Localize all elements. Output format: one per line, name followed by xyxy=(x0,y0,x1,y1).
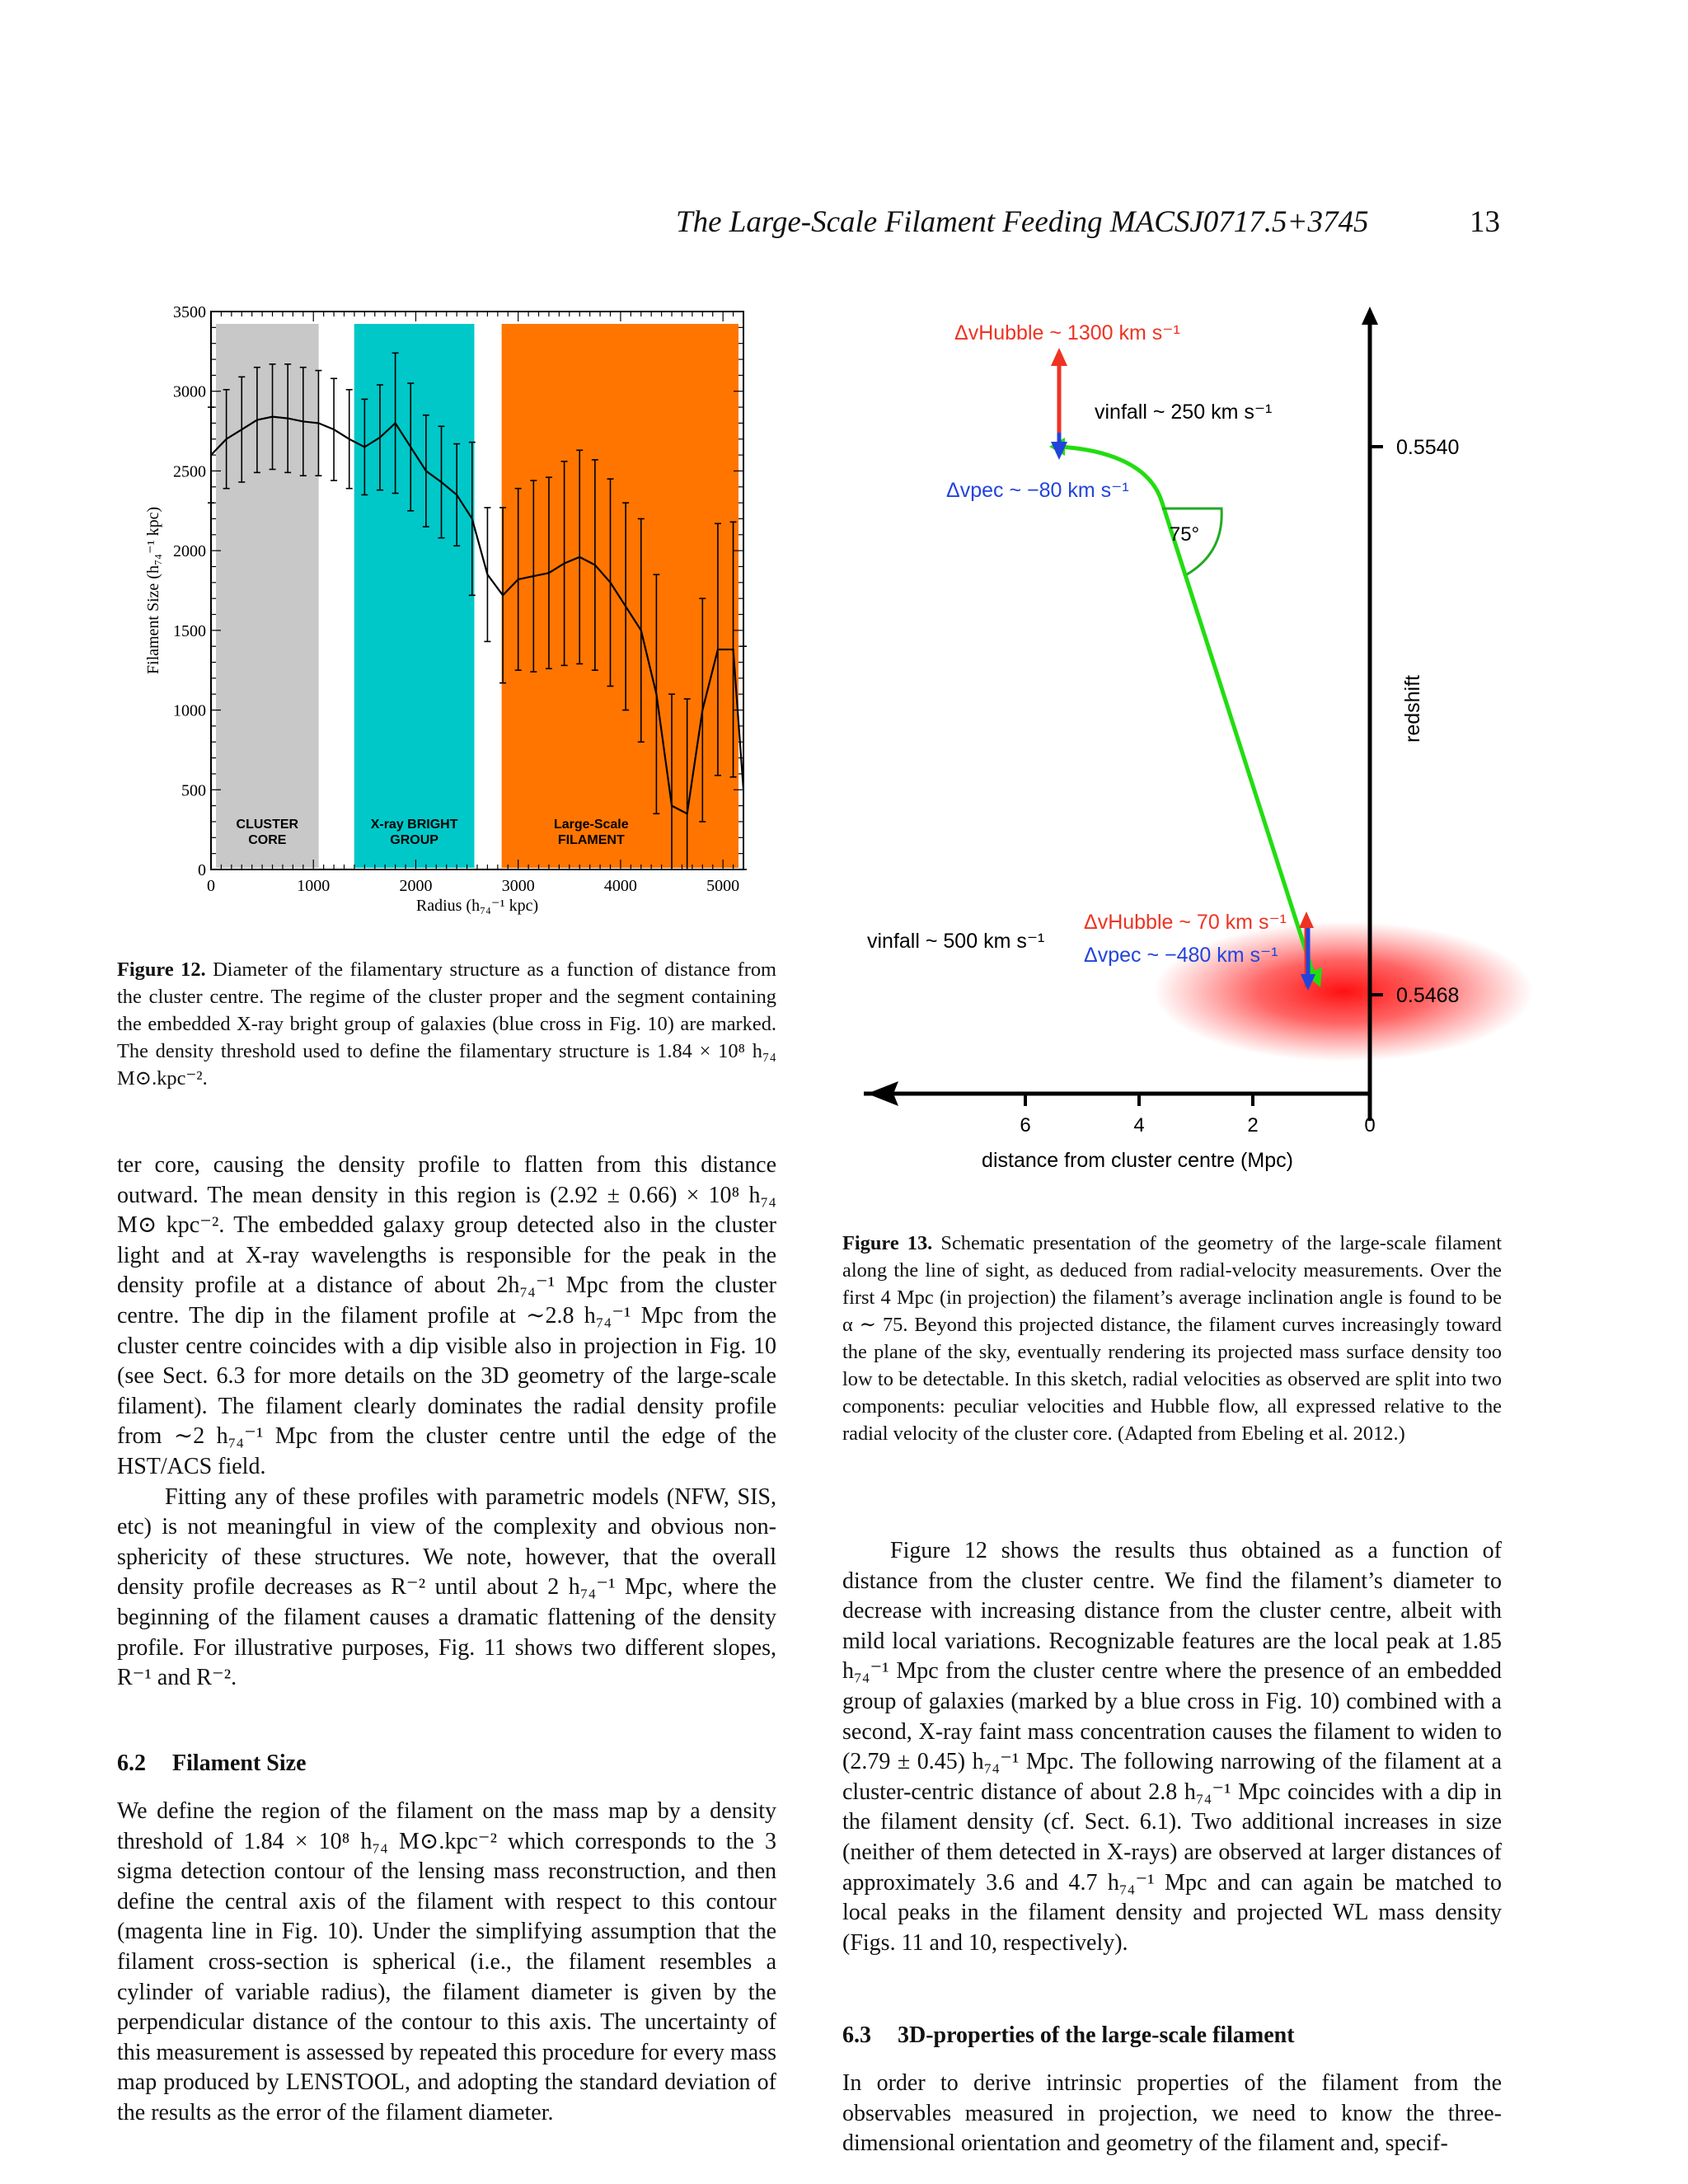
figure-12-chart xyxy=(132,301,758,935)
figure-13-caption xyxy=(842,1230,1502,1447)
bottom-hubble-label: ΔvHubble ~ 70 km s⁻¹ xyxy=(1084,911,1287,934)
top-hubble-label: ΔvHubble ~ 1300 km s⁻¹ xyxy=(954,321,1180,344)
x-tick-label-0: 0 xyxy=(207,877,215,895)
x-tick-label-3000: 3000 xyxy=(501,877,535,895)
x-tick-label-1000: 1000 xyxy=(297,877,331,895)
redshift-axis-arrowhead xyxy=(1362,307,1378,325)
x-tick-label-5000: 5000 xyxy=(706,877,740,895)
region-label-1-line1: X-ray BRIGHT xyxy=(370,818,458,832)
section-6-3-title: 3D-properties of the large-scale filament xyxy=(898,2022,1295,2048)
y-tick-label-2000: 2000 xyxy=(173,542,206,561)
right-paragraph-1: Figure 12 shows the results thus obtained as a function of distance from the cluster centre. We find the filament’s diameter to decrease with increasing distance from the cluster centre, albeit with mild local variations. Recognizable features are the local peak at 1.85 h₇₄⁻¹ Mpc from the cluster centre where the presence of an embedded group of galaxies (marked by a blue cross in Fig. 10) combined with a second, X-ray faint mass concentration causes the filament to widen to (2.79 ± 0.45) h₇₄⁻¹ Mpc. The following narrowing of the filament at a cluster-centric distance of about 2.8 h₇₄⁻¹ Mpc coincides with a dip in the filament density (cf. Sect. 6.1). Two additional increases in size (neither of them detected in X-rays) are observed at larger distances of approximately 3.6 and 4.7 h₇₄⁻¹ Mpc and can again be matched to local peaks in the filament density and projected WL mass density (Figs. 11 and 10, respectively). xyxy=(842,1538,1502,1956)
redshift-value-bottom: 0.5468 xyxy=(1396,984,1460,1007)
header-title: The Large-Scale Filament Feeding MACSJ0717.5+3745 xyxy=(676,205,1369,239)
y-tick-label-0: 0 xyxy=(198,861,206,879)
bottom-pec-label: Δvpec ~ −480 km s⁻¹ xyxy=(1084,944,1278,967)
y-axis-label: Filament Size (h₇₄⁻¹ kpc) xyxy=(144,506,162,675)
left-paragraph-3: We define the region of the filament on the mass map by a density threshold of 1.84 × 10⁸ h₇₄ M⊙.kpc⁻² which corresponds to the 3 sigma detection contour of the lensing mass reconstruction, and then define the central axis of the filament with respect to this contour (magenta line in Fig. 10). Under the simplifying assumption that the filament cross-section is spherical (i.e., the filament resembles a cylinder of variable radius), the filament diameter is given by the perpendicular distance of the contour to this axis. The uncertainty of this measurement is assessed by repeated this procedure for every mass map produced by LENSTOOL, and adopting the standard deviation of the results as the error of the filament diameter. xyxy=(117,1798,776,2125)
y-tick-label-3500: 3500 xyxy=(173,303,206,321)
y-tick-label-1500: 1500 xyxy=(173,621,206,640)
angle-label: 75° xyxy=(1169,523,1200,546)
running-header xyxy=(676,204,1500,240)
y-tick-label-2500: 2500 xyxy=(173,462,206,481)
right-column-lower xyxy=(842,2069,1502,2159)
left-paragraph-1: ter core, causing the density profile to flatten from this distance outward. The mean density in this region is (2.92 ± 0.66) × 10⁸ h₇₄ M⊙ kpc⁻². The embedded galaxy group detected also in the cluster light and at X-ray wavelengths is responsible for the peak in the density profile at a distance of about 2h₇₄⁻¹ Mpc from the cluster centre. The dip in the filament profile at ∼2.8 h₇₄⁻¹ Mpc from the cluster centre coincides with a dip visible also in projection in Fig. 10 (see Sect. 6.3 for more details on the 3D geometry of the large-scale filament). The filament clearly dominates the radial density profile from ∼2 h₇₄⁻¹ Mpc from the cluster centre until the edge of the HST/ACS field. xyxy=(117,1152,776,1479)
bottom-hubble-arrowhead xyxy=(1299,912,1314,928)
x-tick-label-2000: 2000 xyxy=(399,877,433,895)
section-6-2-title: Filament Size xyxy=(172,1750,307,1776)
cluster-glow xyxy=(1154,921,1533,1062)
y-tick-label-3000: 3000 xyxy=(173,382,206,401)
section-6-2-heading xyxy=(117,1750,307,1777)
top-infall-label: vinfall ~ 250 km s⁻¹ xyxy=(1095,401,1273,424)
figure-13-caption-text: Schematic presentation of the geometry of the large-scale filament along the line of sight, as deduced from radial-velocity measurements. Over the first 4 Mpc (in projection) the filament’s average inclination angle is found to be α ∼ 75. Beyond this projected distance, the filament curves increasingly toward the plane of the sky, eventually rendering its projected mass surface density too low to be detectable. In this sketch, radial velocities as observed are split into two components: peculiar velocities and Hubble flow, all expressed relative to the radial velocity of the cluster core. (Adapted from Ebeling et al. 2012.) xyxy=(842,1232,1502,1445)
top-pec-label: Δvpec ~ −80 km s⁻¹ xyxy=(946,479,1129,502)
x-tick-label-6: 6 xyxy=(1020,1114,1031,1137)
figure-13-diagram xyxy=(832,297,1688,1187)
x-tick-label-4000: 4000 xyxy=(603,877,637,895)
x-tick-label-0: 0 xyxy=(1364,1114,1376,1137)
region-label-2-line2: FILAMENT xyxy=(557,833,625,847)
figure-12-caption xyxy=(117,956,776,1092)
top-hubble-arrowhead xyxy=(1051,348,1067,366)
bottom-infall-label: vinfall ~ 500 km s⁻¹ xyxy=(867,930,1045,953)
region-label-0-line1: CLUSTER xyxy=(236,818,299,832)
y-tick-label-500: 500 xyxy=(181,781,206,800)
y-tick-label-1000: 1000 xyxy=(173,701,206,720)
section-6-3-number: 6.3 xyxy=(842,2022,871,2048)
page-number: 13 xyxy=(1470,205,1500,239)
distance-axis-label: distance from cluster centre (Mpc) xyxy=(982,1149,1293,1172)
right-paragraph-2: In order to derive intrinsic properties of the filament from the observables measured in projection, we need to know the three-dimensional orientation and geometry of the filament and, specif- xyxy=(842,2070,1502,2157)
section-6-3-heading xyxy=(842,2022,1295,2049)
region-label-2-line1: Large-Scale xyxy=(553,818,629,832)
section-6-2-number: 6.2 xyxy=(117,1750,146,1776)
figure-13-label: Figure 13. xyxy=(842,1232,933,1254)
left-column-lower xyxy=(117,1797,776,2129)
figure-12-caption-text: Diameter of the filamentary structure as a function of distance from the cluster centre. The regime of the cluster proper and the segment containing the embedded X-ray bright group of galaxies (blue cross in Fig. 10) are marked. The density threshold used to define the filamentary structure is 1.84 × 10⁸ h₇₄ M⊙.kpc⁻². xyxy=(117,958,776,1090)
region-label-1-line2: GROUP xyxy=(390,833,438,847)
region-label-0-line2: CORE xyxy=(248,833,287,847)
region-1 xyxy=(354,324,475,868)
figure-12-label: Figure 12. xyxy=(117,958,206,981)
x-axis-label: Radius (h₇₄⁻¹ kpc) xyxy=(415,897,539,915)
redshift-axis-label: redshift xyxy=(1401,675,1424,743)
right-column xyxy=(842,1536,1502,1958)
x-tick-label-2: 2 xyxy=(1247,1114,1259,1137)
left-paragraph-2: Fitting any of these profiles with parametric models (NFW, SIS, etc) is not meaningful in view of the complexity and obvious non-sphericity of these structures. We note, however, that the overall density profile decreases as R⁻² until about 2 h₇₄⁻¹ Mpc, where the beginning of the filament causes a dramatic flattening of the density profile. For illustrative purposes, Fig. 11 shows two different slopes, R⁻¹ and R⁻². xyxy=(117,1483,776,1691)
x-tick-label-4: 4 xyxy=(1133,1114,1145,1137)
left-column xyxy=(117,1151,776,1694)
redshift-value-top: 0.5540 xyxy=(1396,436,1460,459)
